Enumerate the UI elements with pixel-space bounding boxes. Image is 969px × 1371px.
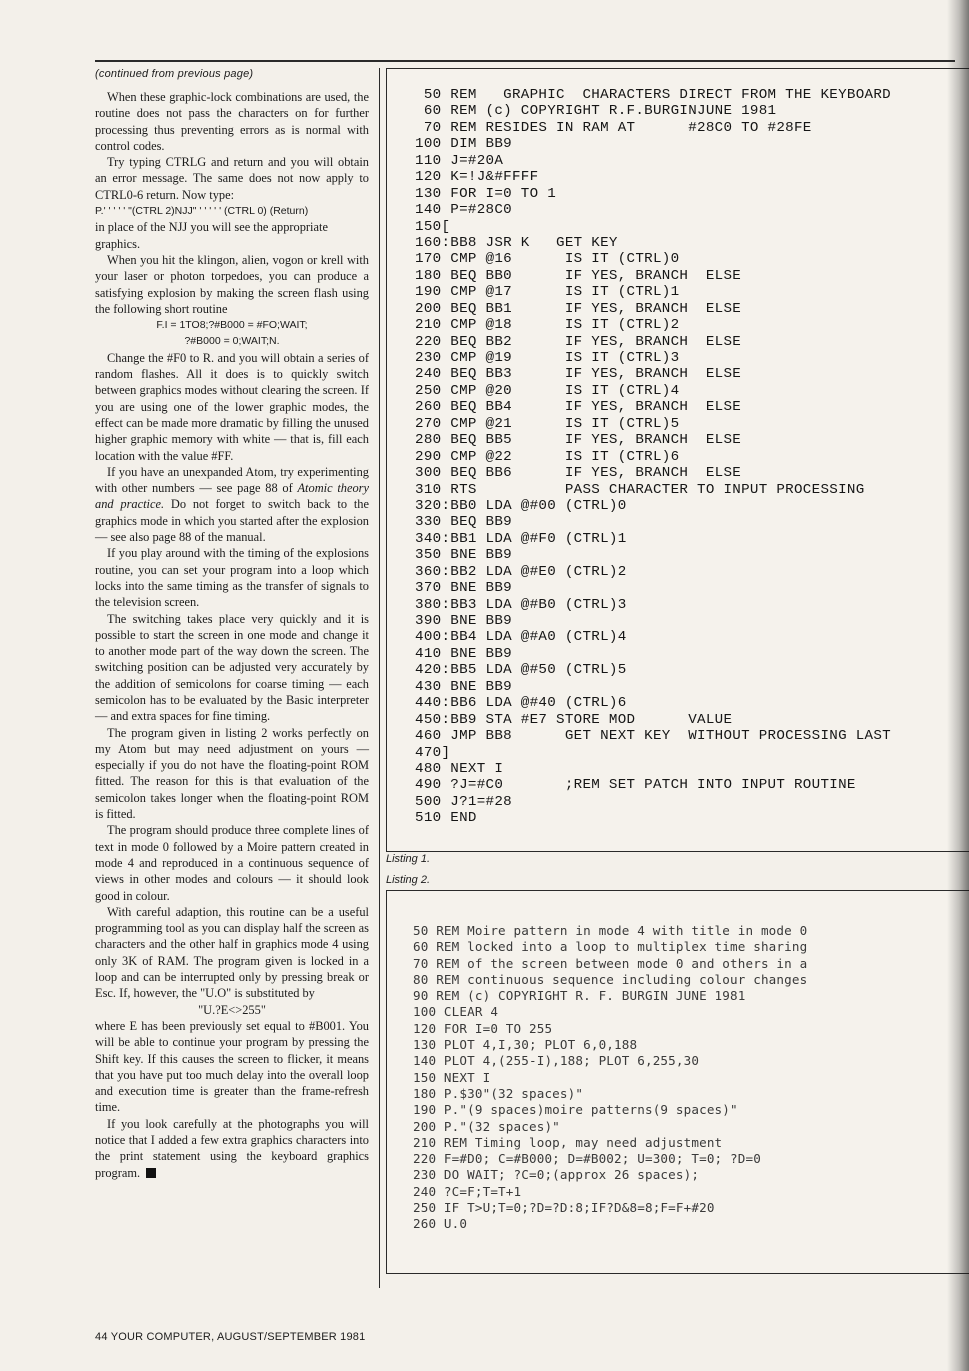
code-line: 500 J?1=#28 — [415, 793, 512, 810]
page-edge-shadow — [947, 0, 969, 1371]
code-line: 280 BEQ BB5 IF YES, BRANCH ELSE — [415, 432, 742, 449]
code-line: 480 NEXT I — [415, 760, 504, 777]
code-line: 100 CLEAR 4 — [413, 1004, 499, 1020]
top-rule — [95, 60, 955, 62]
continued-note: (continued from previous page) — [95, 68, 254, 80]
code-line: 320:BB0 LDA @#00 (CTRL)0 — [415, 497, 627, 514]
code-line: 150[ — [415, 218, 451, 235]
code-line: 310 RTS PASS CHARACTER TO INPUT PROCESSING — [415, 481, 865, 498]
code-line: 240 ?C=F;T=T+1 — [413, 1183, 522, 1199]
code-line: 130 FOR I=0 TO 1 — [415, 185, 557, 202]
code-line: 180 BEQ BB0 IF YES, BRANCH ELSE — [415, 267, 742, 284]
listing-2-box — [386, 890, 969, 1274]
code-line: 490 ?J=#C0 ;REM SET PATCH INTO INPUT ROUTINE — [415, 777, 856, 794]
code-line: 270 CMP @21 IS IT (CTRL)5 — [415, 415, 680, 432]
code-line: 100 DIM BB9 — [415, 136, 512, 153]
code-line: 220 BEQ BB2 IF YES, BRANCH ELSE — [415, 333, 742, 350]
code-line: 50 REM Moire pattern in mode 4 with title in mode 0 — [413, 923, 808, 938]
listing-1-caption: Listing 1. — [386, 853, 431, 865]
code-line: 240 BEQ BB3 IF YES, BRANCH ELSE — [415, 366, 742, 383]
code-line: 50 REM GRAPHIC CHARACTERS DIRECT FROM THE KEYBOARD — [415, 87, 891, 103]
book-title: Atomic theory and practice. — [95, 481, 369, 512]
paragraph-10-tail: where E has been previously set equal to #B001. You will be able to continue your program by pressing the Shift key. If this causes the screen to flicker, it means that you have put too much delay into the overall loop and execution time is greater than the frame-refresh time. — [95, 1018, 369, 1115]
code-line: 510 END — [415, 810, 477, 827]
code-line: 200 P."(32 spaces)" — [413, 1118, 560, 1134]
paragraph-1: When these graphic-lock combinations are used, the routine does not pass the characters on for further processing thus preventing errors as is normal with control codes. — [95, 90, 369, 153]
code-line: 210 REM Timing loop, may need adjustment — [413, 1134, 723, 1150]
code-line: 450:BB9 STA #E7 STORE MOD VALUE — [415, 711, 733, 728]
paragraph-3-code-1: F.I = 1TO8;?#B000 = #FO;WAIT; — [156, 319, 308, 332]
code-line: 60 REM (c) COPYRIGHT R.F.BURGINJUNE 1981 — [415, 103, 777, 120]
code-line: 290 CMP @22 IS IT (CTRL)6 — [415, 448, 680, 465]
code-line: 70 REM of the screen between mode 0 and others in a — [413, 955, 808, 971]
paragraph-10-text: With careful adaption, this routine can be a useful programming tool as you can display half the screen as characters and the other half in graphics mode 4 using only 3K of RAM. The program given is locked in a loop and can be interrupted only by pressing break or Esc. If, however, the "U.O" is substituted by — [95, 904, 369, 1001]
code-line: 110 J=#20A — [415, 152, 504, 169]
code-line: 160:BB8 JSR K GET KEY — [415, 234, 618, 251]
code-line: 60 REM locked into a loop to multiplex time sharing — [413, 939, 808, 955]
paragraph-11-text: If you look carefully at the photographs you will notice that I added a few extra graphics characters into the print statement using the keyboard graphics program. — [95, 1116, 369, 1180]
page-footer: 44 YOUR COMPUTER, AUGUST/SEPTEMBER 1981 — [95, 1331, 366, 1343]
code-line: 390 BNE BB9 — [415, 613, 512, 629]
code-line: 140 P=#28C0 — [415, 202, 512, 219]
paragraph-11 — [95, 1116, 369, 1181]
code-line: 190 P."(9 spaces)moire patterns(9 spaces)" — [413, 1102, 738, 1118]
paragraph-4: Change the #F0 to R. and you will obtain a series of random flashes. All it does is to quickly switch between graphics modes without clearing the screen. If you are using one of the lower graphic modes, the effect can be made more dramatic by filling the unused higher graphic memory with white — that is, fill each location with the value #FF. — [95, 350, 369, 463]
paragraph-3-code-2: ?#B000 = 0;WAIT;N. — [184, 335, 280, 348]
paragraph-10-code: "U.?E<>255" — [198, 1002, 266, 1017]
code-line: 370 BNE BB9 — [415, 580, 512, 597]
listing-2-caption: Listing 2. — [386, 874, 431, 886]
code-line: 150 NEXT I — [413, 1069, 491, 1085]
paragraph-5-a: If you have an unexpanded Atom, try experimenting with other numbers — see page 88 of — [95, 464, 369, 496]
code-line: 470] — [415, 744, 451, 761]
listing-2-code — [413, 923, 807, 1233]
code-line: 180 P.$30"(32 spaces)" — [413, 1085, 584, 1101]
code-line: 90 REM (c) COPYRIGHT R. F. BURGIN JUNE 1981 — [413, 988, 746, 1004]
article-column — [95, 68, 369, 1181]
code-line: 420:BB5 LDA @#50 (CTRL)5 — [415, 662, 627, 679]
code-line: 170 CMP @16 IS IT (CTRL)0 — [415, 251, 680, 268]
paragraph-3 — [95, 252, 369, 350]
code-line: 410 BNE BB9 — [415, 645, 512, 662]
paragraph-2-code: P.' ' ' ' ' "(CTRL 2)NJJ" ' ' ' ' ' (CTRL 0) (Return) — [95, 205, 309, 218]
paragraph-2-tail: in place of the NJJ you will see the appropriate graphics. — [95, 220, 328, 251]
code-line: 350 BNE BB9 — [415, 547, 512, 564]
code-line: 230 CMP @19 IS IT (CTRL)3 — [415, 350, 680, 366]
listing-1-box — [386, 68, 969, 852]
code-line: 260 U.0 — [413, 1216, 468, 1232]
paragraph-10 — [95, 904, 369, 1116]
code-line: 70 REM RESIDES IN RAM AT #28C0 TO #28FE — [415, 119, 812, 136]
code-line: 210 CMP @18 IS IT (CTRL)2 — [415, 317, 680, 334]
paragraph-6: If you play around with the timing of the explosions routine, you can set your program into a loop which locks into the same timing as the transfer of signals to the television screen. — [95, 546, 369, 610]
code-line: 430 BNE BB9 — [415, 678, 512, 695]
code-line: 250 CMP @20 IS IT (CTRL)4 — [415, 382, 680, 399]
code-line: 360:BB2 LDA @#E0 (CTRL)2 — [415, 563, 627, 580]
code-line: 400:BB4 LDA @#A0 (CTRL)4 — [415, 629, 627, 646]
code-line: 140 PLOT 4,(255-I),188; PLOT 6,255,30 — [413, 1053, 700, 1069]
code-line: 330 BEQ BB9 — [415, 514, 512, 531]
paragraph-8: The program given in listing 2 works perfectly on my Atom but may need adjustment on yours — especially if you do not have the floating-point ROM fitted. The reason for this is that evaluation of the semicolon takes longer when the floating-point ROM is fitted. — [95, 725, 369, 822]
paragraph-5-b: Do not forget to switch back to the graphics mode in which you started after the explosion — see also page 88 of the manual. — [95, 497, 369, 545]
column-rule — [379, 68, 380, 1288]
code-line: 380:BB3 LDA @#B0 (CTRL)3 — [415, 596, 627, 613]
paragraph-3-text: When you hit the klingon, alien, vogon or krell with your laser or photon torpedoes, you can produce a satisfying explosion by making the screen flash using the following short routine — [95, 252, 369, 316]
code-line: 460 JMP BB8 GET NEXT KEY WITHOUT PROCESSING LAST — [415, 728, 891, 745]
paragraph-9: The program should produce three complete lines of text in mode 0 followed by a Moire pattern created in mode 4 and reproduced in a continuous sequence of views in other modes and colours — it should look good in colour. — [95, 823, 369, 903]
code-line: 130 PLOT 4,I,30; PLOT 6,0,188 — [413, 1037, 638, 1053]
code-line: 300 BEQ BB6 IF YES, BRANCH ELSE — [415, 465, 742, 482]
code-line: 440:BB6 LDA @#40 (CTRL)6 — [415, 695, 627, 712]
listing-1-code — [415, 87, 891, 827]
code-line: 250 IF T>U;T=0;?D=?D:8;IF?D&8=8;F=F+#20 — [413, 1200, 715, 1216]
paragraph-5 — [95, 464, 369, 545]
paragraph-2-text: Try typing CTRLG and return and you will obtain an error message. The same does not now apply to CTRL0-6 return. Now type: — [95, 155, 369, 202]
paragraph-2 — [95, 154, 369, 252]
end-mark — [146, 1168, 156, 1178]
code-line: 230 DO WAIT; ?C=0;(approx 26 spaces); — [413, 1167, 700, 1183]
code-line: 220 F=#D0; C=#B000; D=#B002; U=300; T=0; ?D=0 — [413, 1151, 761, 1167]
paragraph-7: The switching takes place very quickly and it is possible to start the screen in one mode and change it to another mode part of the way down the screen. The switching position can be adjusted very accurately by the addition of semicolons for coarse timing — each semicolon has to be evaluated by the Basic interpreter — and extra spaces for fine timing. — [95, 611, 369, 724]
code-line: 200 BEQ BB1 IF YES, BRANCH ELSE — [415, 300, 742, 317]
code-line: 120 FOR I=0 TO 255 — [413, 1020, 553, 1036]
code-line: 120 K=!J&#FFFF — [415, 169, 539, 186]
code-line: 80 REM continuous sequence including colour changes — [413, 971, 808, 987]
code-line: 340:BB1 LDA @#F0 (CTRL)1 — [415, 530, 627, 547]
code-line: 190 CMP @17 IS IT (CTRL)1 — [415, 284, 680, 301]
code-line: 260 BEQ BB4 IF YES, BRANCH ELSE — [415, 399, 742, 416]
